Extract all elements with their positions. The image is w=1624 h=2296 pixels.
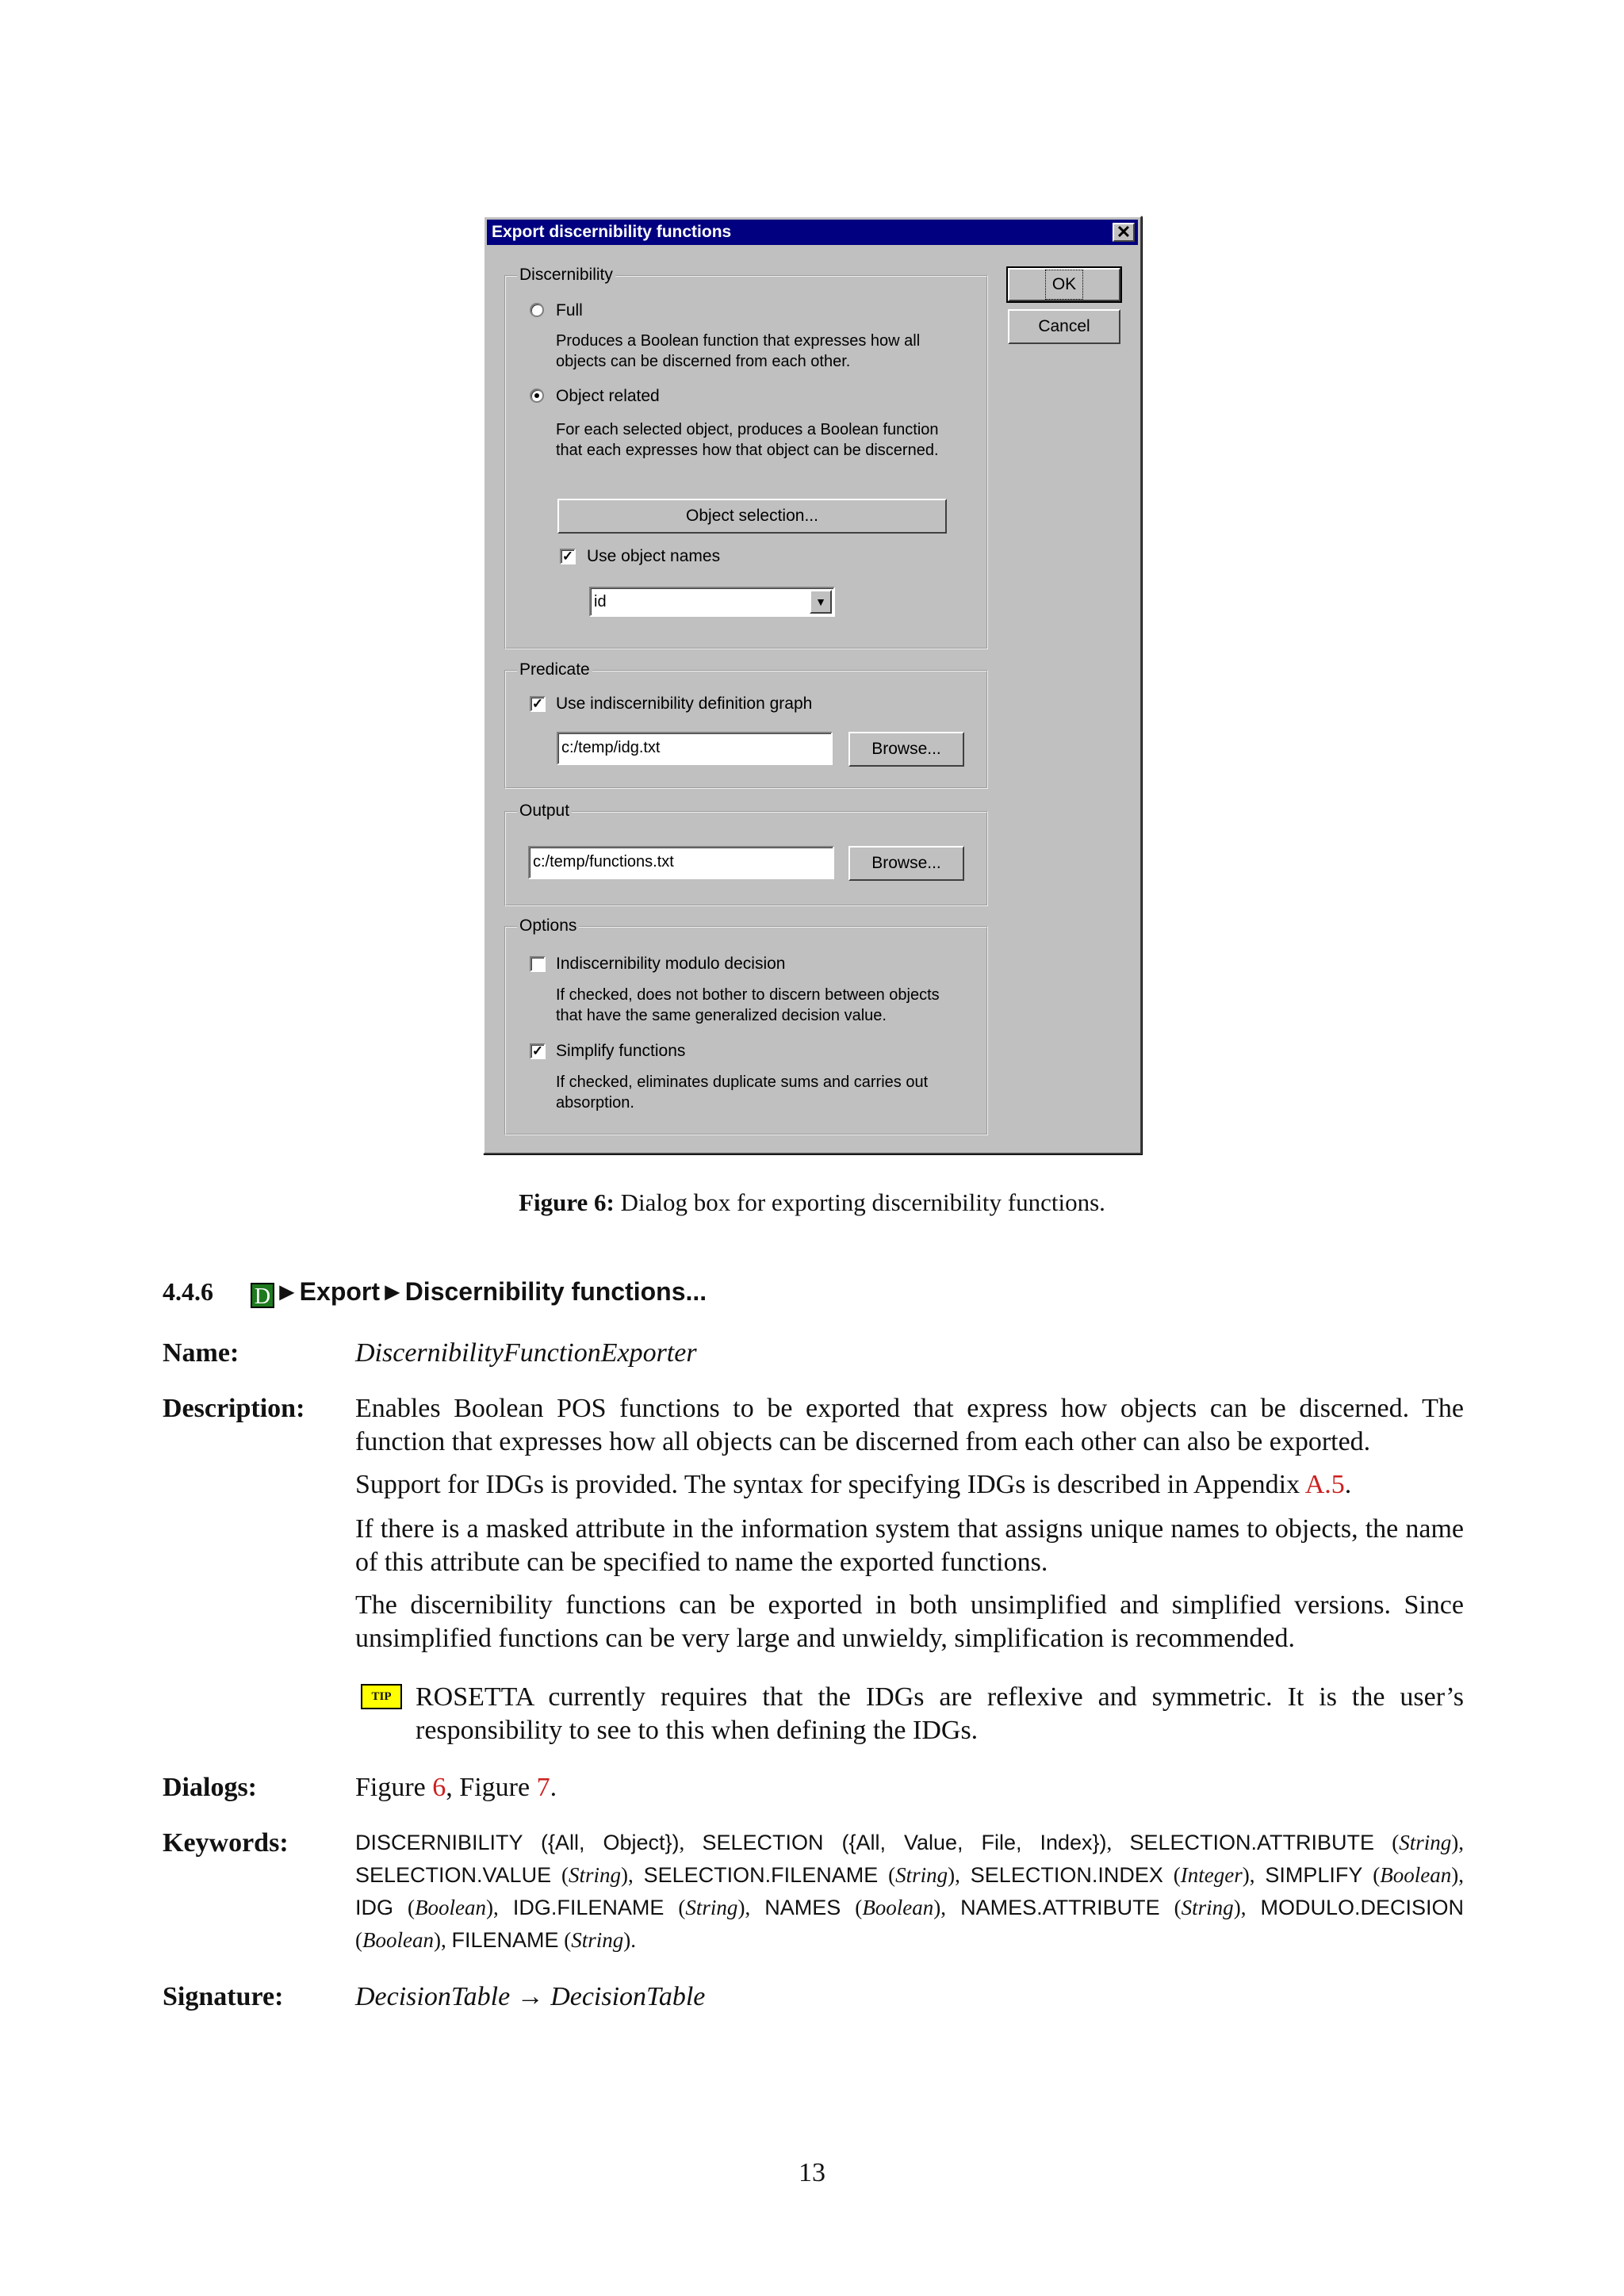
keyword-argument: ({All, Value, File, Index}) [823, 1831, 1107, 1854]
keyword-name: SELECTION.VALUE [355, 1863, 552, 1887]
cancel-button-label: Cancel [1038, 317, 1090, 335]
signature-arrow: → [510, 1982, 551, 2011]
keyword-name: SELECTION [702, 1831, 824, 1854]
output-group [504, 802, 988, 906]
dialogs-value [355, 1771, 557, 1804]
keyword-name: SELECTION.ATTRIBUTE [1129, 1831, 1375, 1854]
keyword-type: Boolean [862, 1896, 934, 1919]
dialogs-sep: , Figure [446, 1773, 537, 1802]
keyword-item: SELECTION ({All, Value, File, Index}), [702, 1831, 1130, 1854]
name-label: Name: [163, 1338, 239, 1368]
full-radio-label[interactable]: Full [556, 301, 583, 320]
dialog-title: Export discernibility functions [492, 223, 732, 241]
description-p2-end: . [1344, 1470, 1352, 1499]
name-value: DiscernibilityFunctionExporter [355, 1338, 697, 1368]
full-radio[interactable] [530, 303, 544, 317]
close-button[interactable] [1113, 223, 1135, 242]
keyword-item: SELECTION.ATTRIBUTE (String), [1129, 1831, 1465, 1854]
keyword-item: NAMES (Boolean), [764, 1896, 961, 1919]
output-path-value: c:/temp/functions.txt [533, 853, 674, 871]
dialogs-end: . [550, 1773, 557, 1802]
object-related-radio[interactable] [530, 388, 544, 403]
keyword-type: String [1181, 1896, 1234, 1919]
predicate-group-label: Predicate [517, 660, 592, 679]
output-group-label: Output [517, 802, 572, 821]
menu-arrow-icon: ► [274, 1277, 300, 1306]
cancel-button[interactable] [1008, 309, 1120, 344]
signature-input-type: DecisionTable [355, 1982, 511, 2011]
idg-path-value: c:/temp/idg.txt [561, 739, 661, 756]
keyword-item: SELECTION.FILENAME (String), [643, 1863, 971, 1887]
object-selection-button-label: Object selection... [686, 507, 818, 525]
keyword-name: SIMPLIFY [1265, 1863, 1363, 1887]
keyword-item: MODULO.DECISION (Boolean), [355, 1896, 1465, 1952]
output-path-input[interactable] [528, 846, 834, 879]
object-selection-button[interactable] [557, 499, 947, 534]
tip-text: ROSETTA currently requires that the IDGs are reflexive and symmetric. It is the user’s responsibility to see to this when defining the IDGs. [416, 1682, 1464, 1745]
keyword-name: IDG [355, 1896, 394, 1919]
signature-output-type: DecisionTable [550, 1982, 706, 2011]
idg-browse-button-label: Browse... [871, 740, 941, 758]
keyword-name: FILENAME [451, 1928, 559, 1952]
simplify-functions-description: If checked, eliminates duplicate sums and carries out absorption. [556, 1073, 929, 1112]
use-idg-label[interactable]: Use indiscernibility definition graph [556, 695, 813, 713]
object-related-description: For each selected object, produces a Boolean function that each expresses how that object can be discerned. [556, 421, 939, 459]
section-heading [163, 1275, 707, 1309]
menu-export: Export [299, 1277, 381, 1306]
use-object-names-checkbox[interactable] [560, 549, 576, 564]
check-icon: ✓ [531, 1043, 544, 1058]
idg-browse-button[interactable] [848, 732, 964, 767]
keyword-name: SELECTION.FILENAME [643, 1863, 879, 1887]
close-icon: ✕ [1116, 222, 1132, 242]
dialog-titlebar[interactable] [487, 220, 1138, 245]
keyword-name: DISCERNIBILITY [355, 1831, 523, 1854]
keyword-item: IDG.FILENAME (String), [512, 1896, 765, 1919]
keyword-type: Boolean [362, 1928, 434, 1952]
keyword-item: SELECTION.VALUE (String), [355, 1863, 644, 1887]
simplify-functions-checkbox[interactable] [530, 1043, 546, 1059]
predicate-group [504, 660, 988, 789]
keywords-label: Keywords: [163, 1828, 289, 1858]
figure-6-link[interactable]: 6 [432, 1773, 446, 1802]
output-browse-button[interactable] [848, 846, 964, 881]
keyword-item: SIMPLIFY (Boolean), [1265, 1863, 1465, 1887]
keyword-item: NAMES.ATTRIBUTE (String), [960, 1896, 1261, 1919]
simplify-functions-label[interactable]: Simplify functions [556, 1042, 686, 1060]
discernibility-group [504, 266, 988, 649]
options-group [504, 916, 988, 1135]
chevron-down-icon[interactable] [810, 590, 832, 614]
ok-button[interactable] [1008, 268, 1120, 301]
modulo-decision-label[interactable]: Indiscernibility modulo decision [556, 955, 786, 973]
use-idg-checkbox[interactable] [530, 696, 546, 712]
keyword-item: IDG (Boolean), [355, 1896, 513, 1919]
appendix-link[interactable]: A.5 [1304, 1470, 1345, 1499]
keyword-type: String [571, 1928, 624, 1952]
output-browse-button-label: Browse... [871, 854, 941, 872]
keyword-name: NAMES.ATTRIBUTE [960, 1896, 1160, 1919]
modulo-decision-checkbox[interactable] [530, 956, 546, 972]
figure-caption-text: Dialog box for exporting discernibility functions. [614, 1188, 1105, 1216]
keyword-type: String [568, 1863, 621, 1887]
keyword-type: String [895, 1863, 948, 1887]
keyword-type: Integer [1180, 1863, 1243, 1887]
menu-discernibility-functions: Discernibility functions... [404, 1277, 707, 1306]
signature-label: Signature: [163, 1982, 284, 2011]
keyword-name: NAMES [764, 1896, 841, 1919]
figure-caption [0, 1186, 1624, 1219]
keyword-type: Boolean [1380, 1863, 1452, 1887]
check-icon: ✓ [561, 549, 574, 564]
keyword-name: SELECTION.INDEX [970, 1863, 1163, 1887]
figure-7-link[interactable]: 7 [536, 1773, 550, 1802]
description-p2-text: Support for IDGs is provided. The syntax for specifying IDGs is described in Appendix [355, 1470, 1305, 1499]
discernibility-group-label: Discernibility [517, 266, 615, 285]
keyword-type: String [685, 1896, 738, 1919]
description-paragraph-4: The discernibility functions can be exported in both unsimplified and simplified versions. Since unsimplified functions can be very large and unwieldy, simplification is recommended. [355, 1590, 1464, 1653]
description-paragraph-1: Enables Boolean POS functions to be exported that express how objects can be discerned. The function that expresses how all objects can be discerned from each other can also be exported. [355, 1394, 1464, 1456]
dialog-d-icon: D [251, 1283, 274, 1308]
keyword-item: FILENAME (String). [451, 1928, 637, 1952]
object-names-value: id [594, 593, 607, 610]
description-paragraph-2 [355, 1468, 1464, 1502]
keyword-type: Boolean [415, 1896, 487, 1919]
object-related-radio-label[interactable]: Object related [556, 387, 660, 405]
idg-path-input[interactable] [557, 732, 833, 765]
check-icon: ✓ [531, 696, 544, 711]
keyword-name: IDG.FILENAME [512, 1896, 665, 1919]
keyword-type: String [1399, 1831, 1452, 1854]
page-number: 13 [799, 2158, 825, 2187]
description-label: Description: [163, 1394, 305, 1423]
keyword-name: MODULO.DECISION [1260, 1896, 1465, 1919]
options-group-label: Options [517, 916, 579, 936]
dialogs-text: Figure [355, 1773, 433, 1802]
full-description: Produces a Boolean function that expresses how all objects can be discerned from each other. [556, 332, 921, 370]
combo-arrow-glyph: ▼ [815, 595, 826, 608]
dialogs-label: Dialogs: [163, 1773, 257, 1802]
description-paragraph-3: If there is a masked attribute in the information system that assigns unique names to objects, the name of this attribute can be specified to name the exported functions. [355, 1514, 1464, 1577]
use-object-names-label[interactable]: Use object names [587, 547, 721, 565]
tip-icon: TIP [361, 1684, 402, 1709]
keyword-item: SELECTION.INDEX (Integer), [970, 1863, 1266, 1887]
modulo-decision-description: If checked, does not bother to discern between objects that have the same generalized decision value. [556, 986, 940, 1024]
menu-arrow-icon: ► [380, 1277, 405, 1306]
section-number: 4.4.6 [163, 1277, 213, 1306]
signature-value [355, 1980, 705, 2014]
figure-caption-label: Figure 6: [519, 1188, 615, 1216]
export-discernibility-dialog [483, 216, 1142, 1154]
keyword-item: DISCERNIBILITY ({All, Object}), [355, 1831, 703, 1854]
ok-button-label: OK [1045, 270, 1083, 300]
keywords-list [355, 1827, 1464, 1957]
object-names-combobox[interactable] [589, 587, 835, 617]
keyword-argument: ({All, Object}) [523, 1831, 680, 1854]
